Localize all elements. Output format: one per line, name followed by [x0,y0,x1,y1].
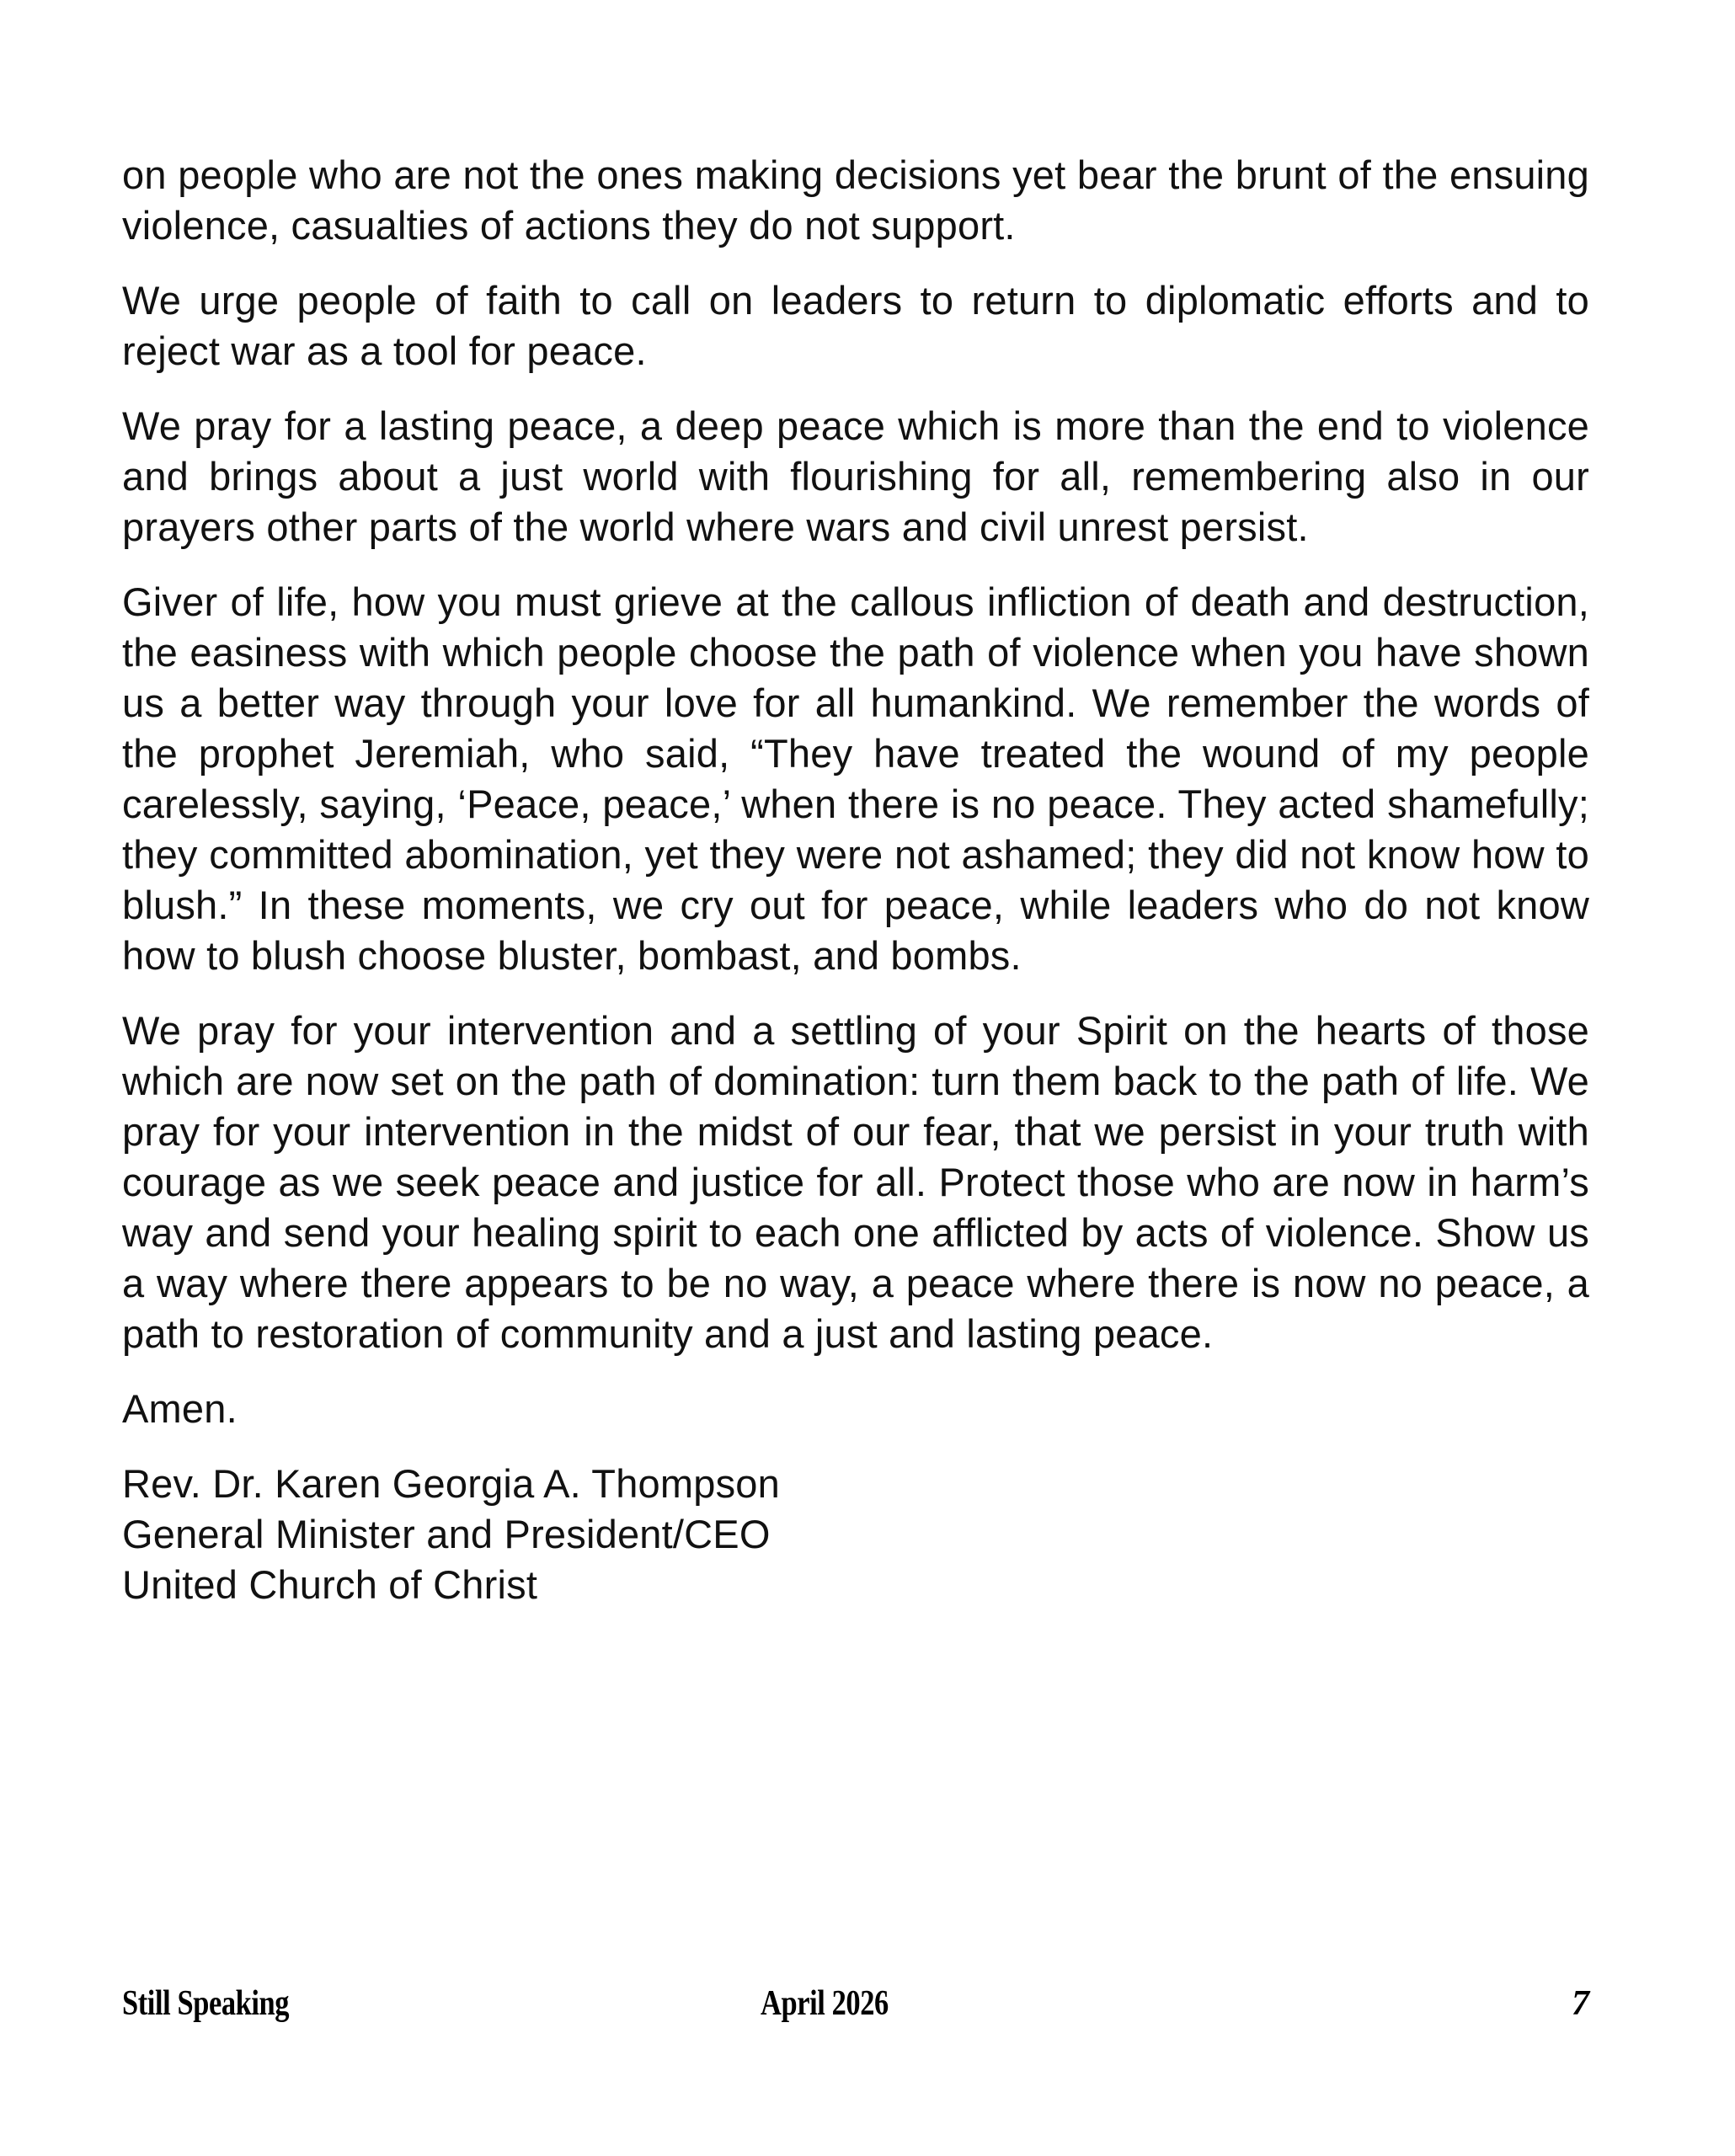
page-footer [122,1983,1589,2042]
signature-title: General Minister and President/CEO [122,1512,771,1556]
footer-publication-title: Still Speaking [122,1984,290,2023]
footer-page-number: 7 [1572,1984,1589,2023]
signature-organization: United Church of Christ [122,1562,538,1607]
signature-name: Rev. Dr. Karen Georgia A. Thompson [122,1461,780,1506]
paragraph-3: We pray for a lasting peace, a deep peace which is more than the end to violence and brings about a just world with flourishing for all, remembering also in our prayers other parts of the world where wars and civil unrest persist. [122,403,1589,549]
closing-amen: Amen. [122,1386,238,1431]
paragraph-5: We pray for your intervention and a settling of your Spirit on the hearts of those which are now set on the path of domination: turn them back to the path of life. We pray for your intervention in the midst of our fear, that we persist in your truth with courage as we seek peace and justice for all. Protect those who are now in harm’s way and send your healing spirit to each one afflicted by acts of violence. Show us a way where there appears to be no way, a peace where there is now no peace, a path to restoration of community and a just and lasting peace. [122,1008,1589,1356]
paragraph-4: Giver of life, how you must grieve at the callous infliction of death and destruction, the easiness with which people choose the path of violence when you have shown us a better way through your love for all humankind. We remember the words of the prophet Jeremiah, who said, “They have treated the wound of my people carelessly, saying, ‘Peace, peace,’ when there is no peace. They acted shamefully; they committed abomination, yet they were not ashamed; they did not know how to blush.” In these moments, we cry out for peace, while leaders who do not know how to blush choose bluster, bombast, and bombs. [122,579,1589,978]
paragraph-2: We urge people of faith to call on leaders to return to diplomatic efforts and to reject war as a tool for peace. [122,278,1589,373]
signature-block [122,1459,1589,1610]
body-text [122,150,1589,1610]
paragraph-1: on people who are not the ones making decisions yet bear the brunt of the ensuing violence, casualties of actions they do not support. [122,152,1589,248]
footer-issue-date: April 2026 [761,1984,889,2023]
